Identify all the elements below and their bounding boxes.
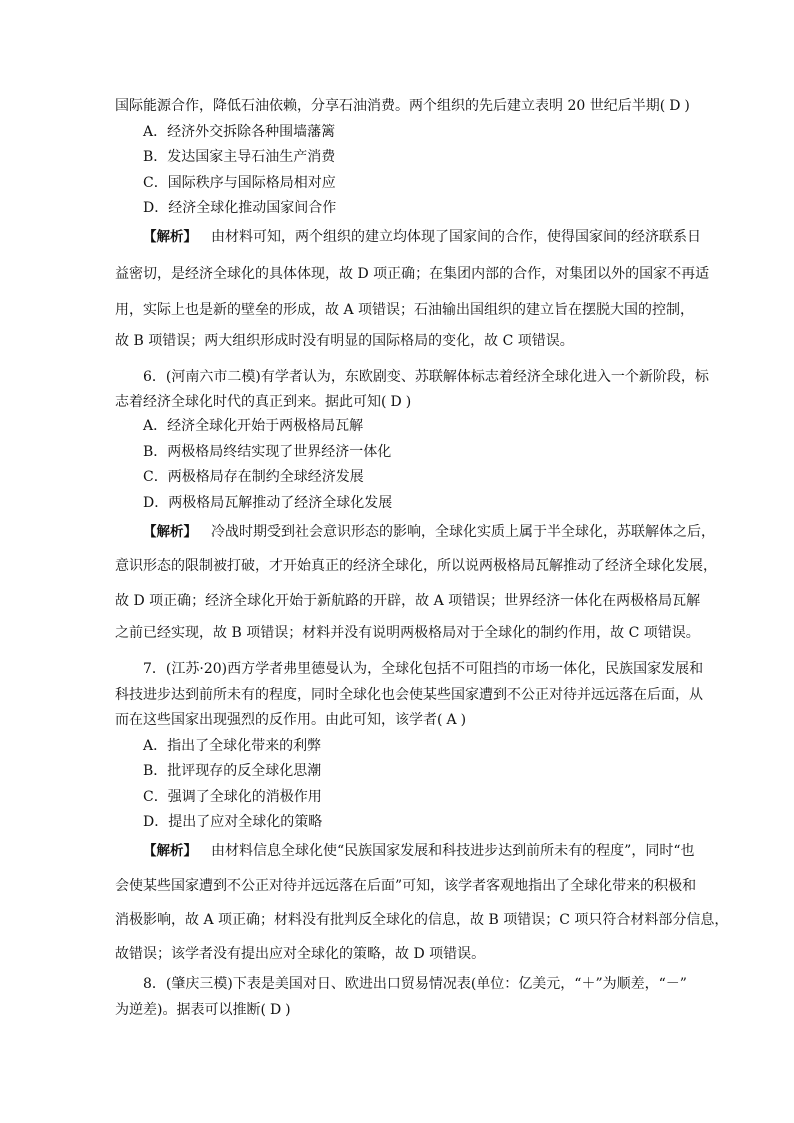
- q8-stem-line-1: 8．(肇庆三模)下表是美国对日、欧进出口贸易情况表(单位：亿美元，“＋”为顺差，“－”: [143, 976, 687, 992]
- q5-stem-text: 国际能源合作，降低石油依赖，分享石油消费。两个组织的先后建立表明 20 世纪后半期(: [115, 98, 666, 114]
- analysis-tag: 【解析】: [143, 524, 197, 540]
- q7-stem-line-2: 科技进步达到前所未有的程度，同时全球化也会使某些国家遭到不公正对待并远远落在后面，从: [115, 687, 703, 703]
- q8-stem-text: 为逆差)。据表可以推断(: [115, 1002, 266, 1018]
- q6-analysis-line-4: 之前已经实现，故 B 项错误；材料并没有说明两极格局对于全球化的制约作用，故 C 项错误。: [115, 625, 700, 641]
- q6-analysis-line-2: 意识形态的限制被打破，才开始真正的经济全球化，所以说两极格局瓦解推动了经济全球化发展，: [115, 558, 717, 574]
- q7-option-b: B．批评现存的反全球化思潮: [143, 763, 322, 779]
- q5-answer: D: [669, 98, 681, 114]
- q7-analysis-line-2: 会使某些国家遭到不公正对待并远远落在后面”可知，该学者客观地指出了全球化带来的积极和: [115, 878, 697, 894]
- q8-stem-line-2: [115, 1000, 291, 1020]
- q5-option-b: B．发达国家主导石油生产消费: [143, 149, 336, 165]
- q8-answer: D: [269, 1002, 282, 1018]
- q6-analysis-text-1: 冷战时期受到社会意识形态的影响，全球化实质上属于半全球化，苏联解体之后，: [211, 524, 715, 540]
- q6-option-d: D．两极格局瓦解推动了经济全球化发展: [143, 495, 393, 511]
- q7-option-a: A．指出了全球化带来的利弊: [143, 738, 322, 754]
- q6-stem-line-1: 6．(河南六市二模)有学者认为，东欧剧变、苏联解体标志着经济全球化进入一个新阶段，标: [143, 369, 709, 385]
- q6-close: ): [405, 394, 412, 410]
- q6-answer: D: [390, 394, 402, 410]
- q7-option-d: D．提出了应对全球化的策略: [143, 814, 323, 830]
- q5-option-a: A．经济外交拆除各种围墙藩篱: [143, 124, 336, 140]
- q7-stem-text: 而在这些国家出现强烈的反作用。由此可知，该学者(: [115, 712, 443, 728]
- q5-analysis-line-1: [143, 227, 701, 247]
- q6-stem-text: 志着经济全球化时代的真正到来。据此可知(: [115, 394, 387, 410]
- q7-analysis-line-1: [143, 841, 694, 861]
- q6-stem-line-2: [115, 392, 411, 412]
- q7-stem-line-3: [115, 710, 466, 730]
- q5-analysis-line-4: 故 B 项错误；两大组织形成时没有明显的国际格局的变化，故 C 项错误。: [115, 333, 574, 349]
- q8-close: ): [285, 1002, 291, 1018]
- q6-analysis-line-1: [143, 522, 715, 542]
- q5-close: ): [684, 98, 690, 114]
- q6-option-b: B．两极格局终结实现了世界经济一体化: [143, 444, 392, 460]
- q5-stem: [115, 96, 690, 116]
- q7-close: ): [460, 712, 467, 728]
- q5-analysis-line-3: 用，实际上也是新的壁垒的形成，故 A 项错误；石油输出国组织的建立旨在摆脱大国的控制，: [115, 302, 695, 318]
- q6-option-a: A．经济全球化开始于两极格局瓦解: [143, 418, 364, 434]
- q5-analysis-text-1: 由材料可知，两个组织的建立均体现了国家间的合作，使得国家间的经济联系日: [211, 229, 701, 245]
- q5-option-c: C．国际秩序与国际格局相对应: [143, 175, 336, 191]
- q6-analysis-line-3: 故 D 项正确；经济全球化开始于新航路的开辟，故 A 项错误；世界经济一体化在两极格局瓦解: [115, 593, 701, 609]
- q7-analysis-line-4: 故错误；该学者没有提出应对全球化的策略，故 D 项错误。: [115, 946, 486, 962]
- q6-option-c: C．两极格局存在制约全球经济发展: [143, 469, 364, 485]
- analysis-tag: 【解析】: [143, 229, 197, 245]
- q5-analysis-line-2: 益密切，是经济全球化的具体体现，故 D 项正确；在集团内部的合作，对集团以外的国家不再适: [115, 266, 710, 282]
- q7-stem-line-1: 7．(江苏·20)西方学者弗里德曼认为，全球化包括不可阻挡的市场一体化，民族国家发展和: [143, 661, 704, 677]
- analysis-tag: 【解析】: [143, 843, 197, 859]
- q7-analysis-text-1: 由材料信息全球化使“民族国家发展和科技进步达到前所未有的程度”，同时“也: [211, 843, 695, 859]
- q7-option-c: C．强调了全球化的消极作用: [143, 789, 322, 805]
- q7-analysis-line-3: 消极影响，故 A 项正确；材料没有批判反全球化的信息，故 B 项错误；C 项只符合材料部分信息，: [115, 912, 729, 928]
- q7-answer: A: [446, 712, 457, 728]
- q5-option-d: D．经济全球化推动国家间合作: [143, 200, 337, 216]
